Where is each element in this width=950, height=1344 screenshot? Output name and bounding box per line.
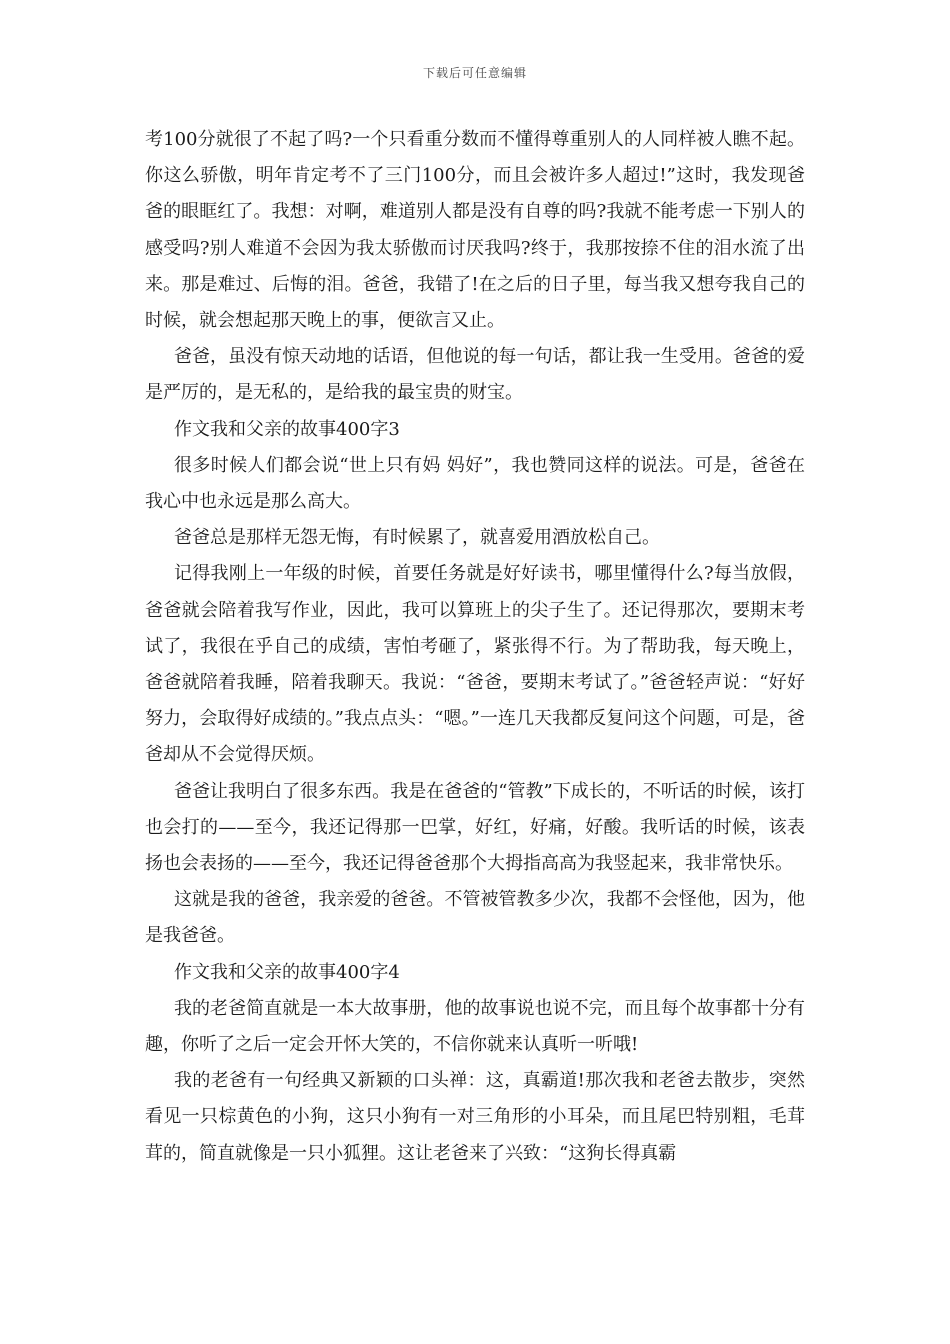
document-body — [145, 122, 805, 1172]
paragraph: 我的老爸简直就是一本大故事册，他的故事说也说不完，而且每个故事都十分有趣，你听了之后一定会开怀大笑的，不信你就来认真听一听哦! — [145, 997, 805, 1056]
paragraph: 爸爸让我明白了很多东西。我是在爸爸的“管教”下成长的，不听话的时候，该打也会打的——至今，我还记得那一巴掌，好红，好痛，好酸。我听话的时候，该表扬也会表扬的——至今，我还记得爸爸那个大拇指高高为我竖起来，我非常快乐。 — [145, 780, 805, 875]
paragraph: 记得我刚上一年级的时候，首要任务就是好好读书，哪里懂得什么?每当放假，爸爸就会陪着我写作业，因此，我可以算班上的尖子生了。还记得那次，要期末考试了，我很在乎自己的成绩，害怕考砸了，紧张得不行。为了帮助我，每天晚上，爸爸就陪着我睡，陪着我聊天。我说：“爸爸，要期末考试了。”爸爸轻声说：“好好努力，会取得好成绩的。”我点点头：“嗯。”一连几天我都反复问这个问题，可是，爸爸却从不会觉得厌烦。 — [145, 563, 805, 766]
paragraph: 考100分就很了不起了吗?一个只看重分数而不懂得尊重别人的人同样被人瞧不起。你这么骄傲，明年肯定考不了三门100分，而且会被许多人超过!”这时，我发现爸爸的眼眶红了。我想：对啊，难道别人都是没有自尊的吗?我就不能考虑一下别人的感受吗?别人难道不会因为我太骄傲而讨厌我吗?终于，我那按捺不住的泪水流了出来。那是难过、后悔的泪。爸爸，我错了!在之后的日子里，每当我又想夸我自己的时候，就会想起那天晚上的事，便欲言又止。 — [145, 129, 805, 332]
section-heading: 作文我和父亲的故事400字3 — [174, 418, 400, 440]
section-heading: 作文我和父亲的故事400字4 — [174, 961, 400, 983]
paragraph: 爸爸，虽没有惊天动地的话语，但他说的每一句话，都让我一生受用。爸爸的爱是严厉的，是无私的，是给我的最宝贵的财宝。 — [145, 346, 805, 404]
paragraph: 这就是我的爸爸，我亲爱的爸爸。不管被管教多少次，我都不会怪他，因为，他是我爸爸。 — [145, 889, 805, 947]
header-note: 下载后可任意编辑 — [422, 66, 527, 80]
paragraph: 我的老爸有一句经典又新颖的口头禅：这，真霸道!那次我和老爸去散步，突然看见一只棕黄色的小狗，这只小狗有一对三角形的小耳朵，而且尾巴特别粗，毛茸茸的，简直就像是一只小狐狸。这让老爸来了兴致：“这狗长得真霸 — [145, 1070, 805, 1164]
paragraph: 很多时候人们都会说“世上只有妈 妈好”，我也赞同这样的说法。可是，爸爸在我心中也永远是那么高大。 — [145, 454, 805, 513]
paragraph: 爸爸总是那样无怨无悔，有时候累了，就喜爱用酒放松自己。 — [174, 527, 660, 549]
